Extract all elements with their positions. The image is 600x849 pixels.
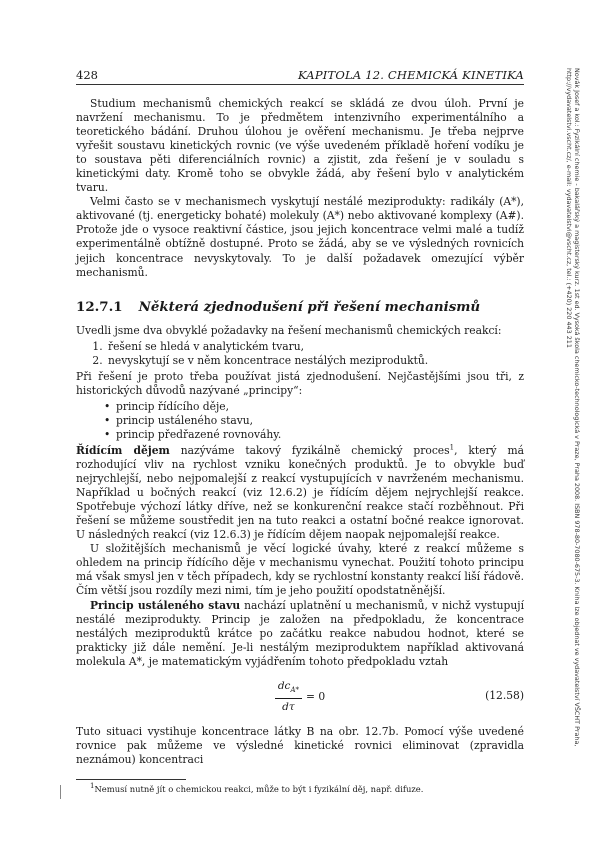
margin-change-bar	[60, 785, 61, 799]
list-item: • princip ustáleného stavu,	[116, 414, 524, 428]
list-item: 1. řešení se hledá v analytickém tvaru,	[106, 340, 524, 354]
section-heading	[76, 298, 524, 316]
principles-intro: Při řešení je proto třeba používat jistá zjednodušení. Nejčastějšími jsou tři, z historických důvodů nazývané „principy“:	[76, 369, 524, 397]
equation-denominator: dτ	[282, 701, 295, 714]
equation-fraction	[275, 679, 302, 714]
footnote-text: Nemusí nutně jít o chemickou reakci, může to být i fyzikální děj, např. difuze.	[94, 784, 424, 794]
equation-12-58	[76, 679, 524, 715]
numerator-subscript: A*	[290, 686, 299, 695]
term-steady-state: Princip ustáleného stavu	[90, 598, 241, 612]
intro-paragraph-1: Studium mechanismů chemických reakcí se skládá ze dvou úloh. První je navržení mechanismu. To je předmětem intenzivního experimentálního a teoretického bádání. Druhou úlohou je ověření mechanismu. Je třeba nejprve vyřešit soustavu kinetických rovnic (ve výše uvedeném příkladě hoření vodíku je to soustava pěti diferenciálních rovnic) a zjistit, zda řešení je v souladu s kinetickými daty. Kromě toho se obvykle žádá, aby řešení bylo v analytickém tvaru.	[76, 97, 524, 195]
footnote-number: 1	[90, 782, 95, 791]
equation-numerator	[275, 679, 302, 699]
list-item: • princip předřazené rovnováhy.	[116, 428, 524, 442]
list-item: 2. nevyskytují se v něm koncentrace nestálých meziproduktů.	[106, 354, 524, 368]
equation-rhs: = 0	[306, 689, 326, 703]
rds-text-b: , který má rozhodující vliv na rychlost vzniku konečných produktů. Je to obvykle buď nejrychlejší, nebo nejpomalejší z reakcí vystupujících v navrženém mechanismu. Například u bočných reakcí (viz 12.6.2) je řídícím dějem nejrychlejší reakce. Spotřebuje výchozí látky dříve, než se konkurenční reakce stačí rozběhnout. Při řešení se můžeme soustředit jen na tuto reakci a ostatní bočné reakce ignorovat. U následných reakcí (viz 12.6.3) je řídícím dějem naopak nejpomalejší reakce.	[76, 443, 524, 542]
rds-text-a: nazýváme takový fyzikálně chemický proces	[169, 443, 450, 457]
footnote-rule	[76, 779, 186, 780]
list-item: • princip řídícího děje,	[116, 400, 524, 414]
running-head: KAPITOLA 12. CHEMICKÁ KINETIKA	[297, 68, 524, 82]
page-number: 428	[76, 68, 98, 82]
steady-state-paragraph	[76, 599, 524, 669]
principles-list	[76, 400, 524, 442]
section-title: Některá zjednodušení při řešení mechanismů	[138, 298, 481, 315]
header-rule	[76, 84, 524, 85]
complex-mechanism-paragraph: U složitějších mechanismů je věcí logické úvahy, které z reakcí můžeme s ohledem na princip řídícího děje v mechanismu vynechat. Použití tohoto principu má však smysl jen v těch případech, kdy se rychlostní konstanty reakcí liší řádově. Čím větší jsou rozdíly mezi nimi, tím je jeho použití opodstatněnější.	[76, 542, 524, 598]
rate-determining-step-paragraph	[76, 444, 524, 542]
equation-number: (12.58)	[485, 688, 524, 702]
numerator-main: dc	[277, 680, 291, 693]
after-equation-paragraph: Tuto situaci vystihuje koncentrace látky B na obr. 12.7b. Pomocí výše uvedené rovnice pak můžeme ve výsledné kinetické rovnici eliminovat (zpravidla neznámou) koncentraci	[76, 724, 524, 766]
steady-state-text: nachází uplatnění u mechanismů, v nichž vystupují nestálé meziprodukty. Princip je založen na předpokladu, že koncentrace nestálých meziproduktů krátce po začátku reakce nabudou hodnot, které se prakticky již dále nemění. Je-li nestálým meziproduktem například aktivovaná molekula A*, je matematickým vyjádřením tohoto předpokladu vztah	[76, 598, 524, 668]
term-rds: Řídícím dějem	[76, 443, 170, 457]
section-number: 12.7.1	[76, 298, 123, 315]
side-citation-note: Novák Josef a kol.: Fyzikální chemie - bakalářský a magisterský kurz. 1st ed. Vysoká škola chemicko-technologická v Praze, Praha 2008. ISBN 978-80-7080-675-3. Kniha lze objednat ve vydavatelství VŠCHT Praha, http://vydavatelstvi.vscht.cz/, e-mail: vydavatelstvi@vscht.cz, tel.: (+420) 220 443 211	[565, 68, 581, 747]
intro-paragraph-2: Velmi často se v mechanismech vyskytují nestálé meziprodukty: radikály (A*), aktivované (tj. energeticky bohaté) molekuly (A*) nebo aktivované komplexy (A#). Protože jde o vysoce reaktivní částice, jsou jejich koncentrace velmi malé a tudíž experimentálně obtížně dostupné. Proto se žádá, aby se ve výsledných rovnicích jejich koncentrace nevyskytovaly. To je další požadavek omezující výběr mechanismů.	[76, 195, 524, 279]
requirements-list	[76, 340, 524, 368]
footnote-mark: 1	[449, 443, 455, 452]
footnote	[90, 784, 524, 795]
page-body	[76, 97, 524, 767]
requirements-lead: Uvedli jsme dva obvyklé požadavky na řešení mechanismů chemických reakcí:	[76, 323, 502, 337]
